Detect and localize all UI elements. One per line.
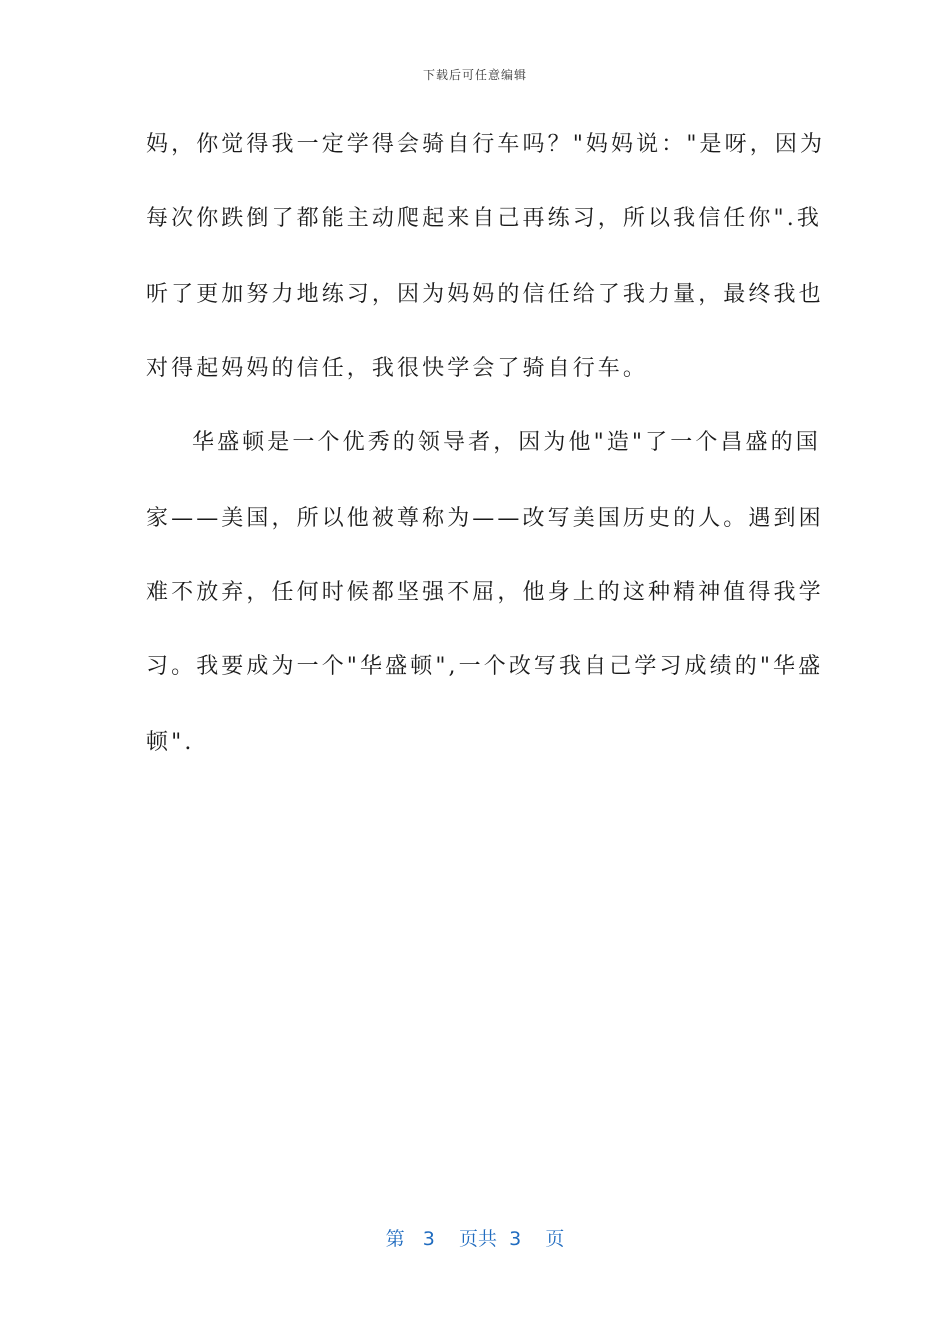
- text-line: 每次你跌倒了都能主动爬起来自己再练习，所以我信任你".我: [146, 206, 822, 231]
- text-line: 听了更加努力地练习，因为妈妈的信任给了我力量，最终我也: [146, 282, 824, 307]
- footer-suffix: 页: [545, 1228, 565, 1250]
- text-line: 妈，你觉得我一定学得会骑自行车吗？"妈妈说："是呀，因为: [146, 132, 826, 157]
- text-line: 顿".: [146, 730, 195, 755]
- text-line: 难不放弃，任何时候都坚强不屈，他身上的这种精神值得我学: [146, 580, 824, 605]
- page-header: 下载后可任意编辑: [422, 68, 527, 82]
- text-line: 习。我要成为一个"华盛顿",一个改写我自己学习成绩的"华盛: [146, 654, 824, 679]
- text-line: 对得起妈妈的信任，我很快学会了骑自行车。: [146, 356, 649, 381]
- total-page-number: 3: [509, 1228, 522, 1250]
- current-page-number: 3: [422, 1228, 435, 1250]
- text-line: 华盛顿是一个优秀的领导者，因为他"造"了一个昌盛的国: [192, 430, 821, 455]
- footer-prefix: 第: [385, 1228, 405, 1250]
- footer-mid: 页共: [459, 1228, 498, 1250]
- page-number-footer: [0, 1224, 950, 1251]
- text-line: 家——美国，所以他被尊称为——改写美国历史的人。遇到困: [146, 506, 824, 531]
